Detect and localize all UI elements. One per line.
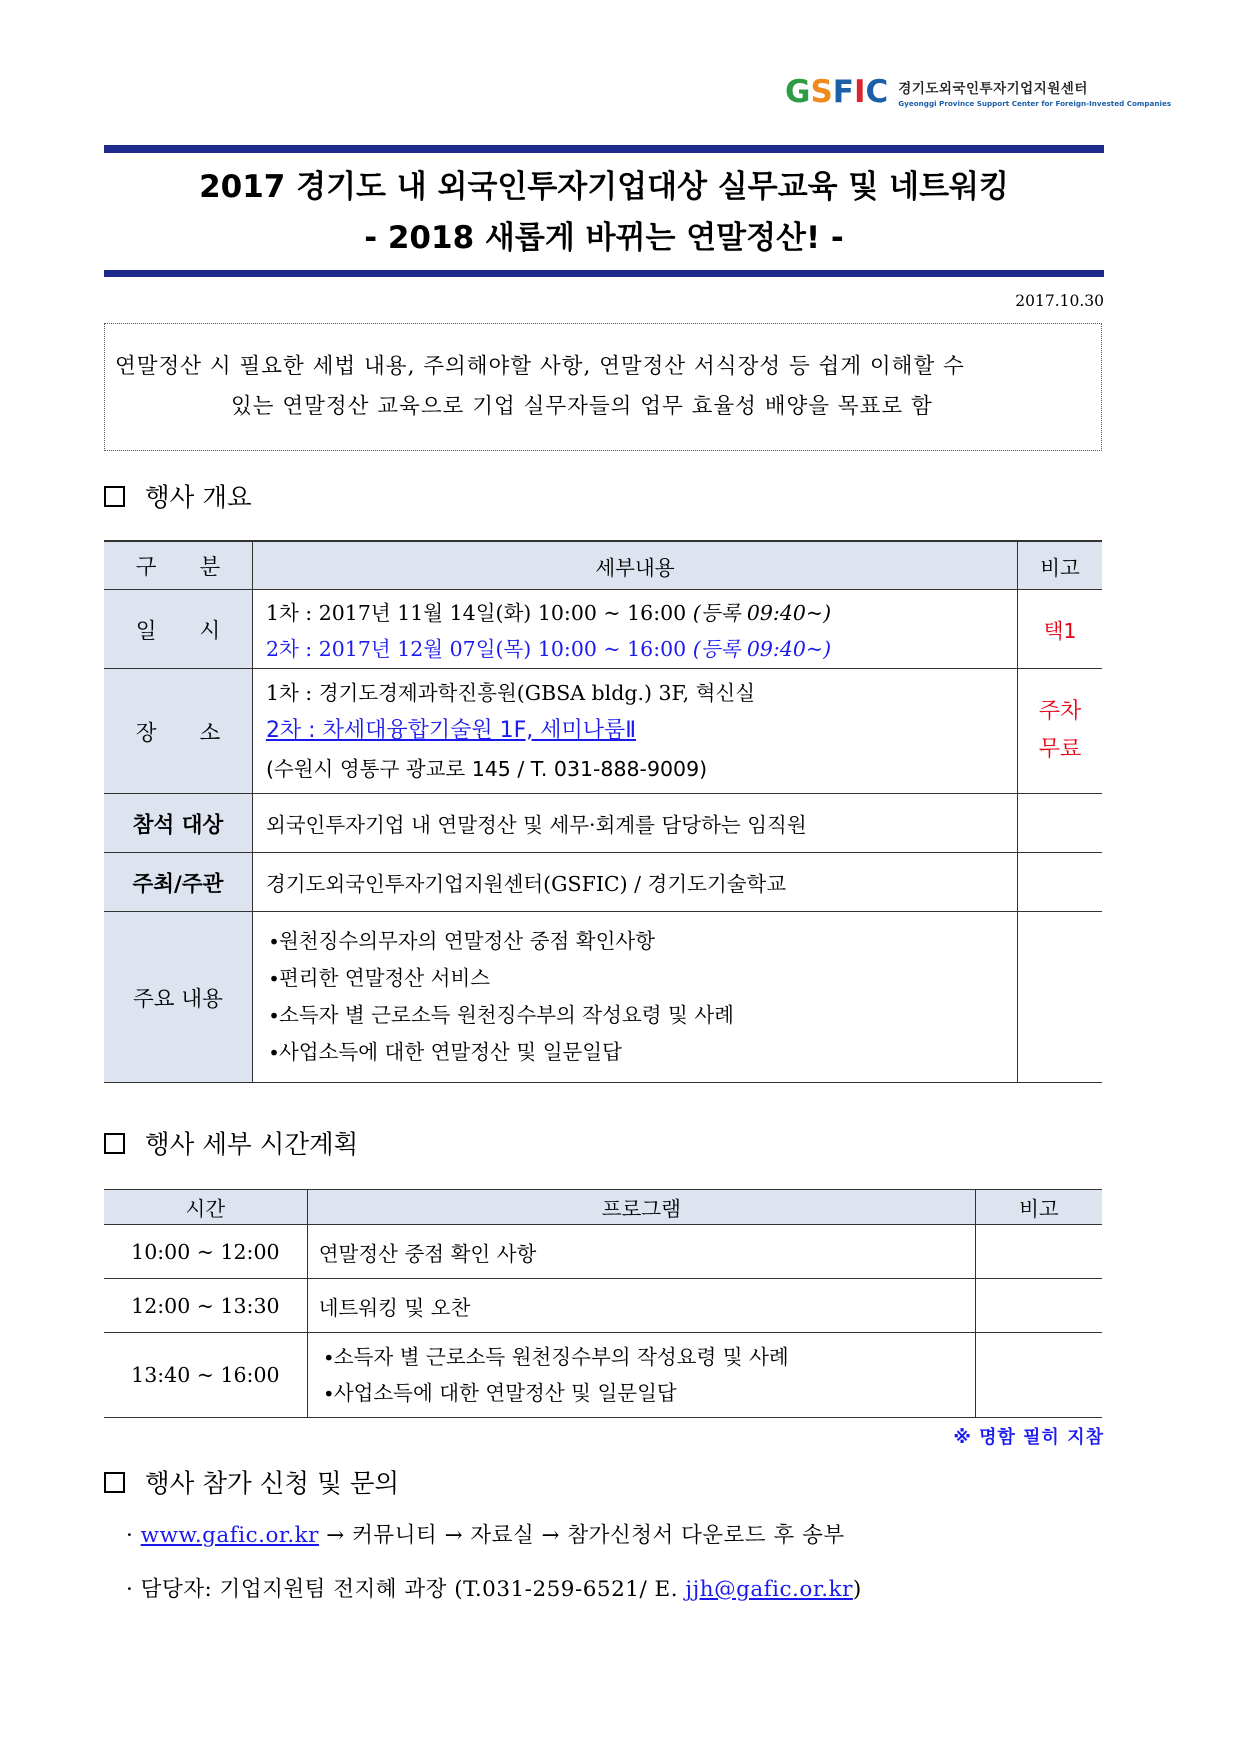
header-program: 프로그램 xyxy=(307,1190,975,1225)
checkbox-square-icon xyxy=(104,1472,125,1493)
logo-letter: C xyxy=(865,73,889,110)
content-list xyxy=(252,912,1017,1083)
venue-address: (수원시 영통구 광교로 145 / T. 031-888-9009) xyxy=(265,757,708,781)
application-steps: → 커뮤니티 → 자료실 → 참가신청서 다운로드 후 송부 xyxy=(318,1523,845,1548)
row-label-venue: 장 소 xyxy=(104,669,252,794)
email-link[interactable]: jjh@gafic.or.kr xyxy=(685,1577,853,1602)
datetime-note: 택1 xyxy=(1017,590,1102,669)
remark-cell xyxy=(975,1333,1102,1418)
venue-first: 1차 : 경기도경제과학진흥원(GBSA bldg.) 3F, 혁신실 xyxy=(265,681,756,705)
logo-letter: F xyxy=(832,73,854,110)
intro-line: 있는 연말정산 교육으로 기업 실무자들의 업무 효율성 배양을 목표로 함 xyxy=(231,394,933,419)
program-item: ∙사업소득에 대한 연말정산 및 일문일답 xyxy=(323,1381,677,1405)
contact-line xyxy=(126,1572,862,1603)
host-note xyxy=(1017,853,1102,912)
remark-cell xyxy=(975,1225,1102,1279)
content-note xyxy=(1017,912,1102,1083)
program-item: ∙소득자 별 근로소득 원천징수부의 작성요령 및 사례 xyxy=(323,1345,789,1369)
gsfic-logo xyxy=(785,72,1171,112)
row-label-host: 주최/주관 xyxy=(104,853,252,912)
table-row xyxy=(104,1333,1102,1418)
logo-korean-name: 경기도외국인투자기업지원센터 xyxy=(898,80,1088,97)
website-link[interactable]: www.gafic.or.kr xyxy=(140,1523,319,1548)
table-row xyxy=(104,1225,1102,1279)
venue-second: 2차 : 차세대융합기술원 1F, 세미나룸Ⅱ xyxy=(265,718,637,743)
schedule-table xyxy=(104,1189,1102,1418)
logo-letter: I xyxy=(853,73,866,110)
time-cell: 13:40 ~ 16:00 xyxy=(104,1333,307,1418)
intro-box xyxy=(104,323,1102,451)
contact-person: · 담당자: 기업지원팀 전지혜 과장 (T.031-259-6521/ E. xyxy=(126,1577,686,1602)
datetime-second-registration: (등록 09:40~) xyxy=(692,637,832,661)
parking-note-line: 무료 xyxy=(1038,737,1082,762)
program-cell xyxy=(307,1333,975,1418)
section-heading-text: 행사 개요 xyxy=(145,483,252,513)
datetime-second-text: 2차 : 2017년 12월 07일(목) 10:00 ~ 16:00 xyxy=(265,637,687,661)
bullet: · xyxy=(126,1523,141,1548)
section-heading-text: 행사 참가 신청 및 문의 xyxy=(145,1469,400,1499)
audience-note xyxy=(1017,794,1102,853)
datetime-second xyxy=(266,632,1017,662)
section-heading-schedule xyxy=(104,1125,358,1161)
page-title: 2017 경기도 내 외국인투자기업대상 실무교육 및 네트워킹 xyxy=(199,169,1009,205)
header-details: 세부내용 xyxy=(252,541,1017,590)
contact-suffix: ) xyxy=(852,1577,862,1602)
parking-note-line: 주차 xyxy=(1038,699,1082,724)
section-heading-overview xyxy=(104,478,252,514)
table-row xyxy=(104,1279,1102,1333)
row-label-content: 주요 내용 xyxy=(104,912,252,1083)
title-top-bar xyxy=(104,145,1104,153)
datetime-first-text: 1차 : 2017년 11월 14일(화) 10:00 ~ 16:00 xyxy=(265,601,687,625)
venue-note xyxy=(1017,669,1102,794)
venue-cell xyxy=(252,669,1017,794)
content-item: ∙소득자 별 근로소득 원천징수부의 작성요령 및 사례 xyxy=(268,1003,734,1027)
header-remark: 비고 xyxy=(975,1190,1102,1225)
title-bottom-bar xyxy=(104,270,1104,277)
host-value: 경기도외국인투자기업지원센터(GSFIC) / 경기도기술학교 xyxy=(252,853,1017,912)
header-category: 구 분 xyxy=(104,541,252,590)
content-item: ∙사업소득에 대한 연말정산 및 일문일답 xyxy=(268,1040,622,1064)
row-label-audience: 참석 대상 xyxy=(104,794,252,853)
logo-wordmark xyxy=(785,73,889,110)
program-cell: 네트워킹 및 오찬 xyxy=(307,1279,975,1333)
section-heading-application xyxy=(104,1464,399,1500)
datetime-first-registration: (등록 09:40~) xyxy=(692,601,832,625)
overview-table xyxy=(104,540,1102,1083)
content-item: ∙편리한 연말정산 서비스 xyxy=(268,966,491,990)
header-note: 비고 xyxy=(1017,541,1102,590)
content-item: ∙원천징수의무자의 연말정산 중점 확인사항 xyxy=(268,929,655,953)
header-time: 시간 xyxy=(104,1190,307,1225)
remark-cell xyxy=(975,1279,1102,1333)
logo-letter: S xyxy=(810,73,833,110)
datetime-cell xyxy=(252,590,1017,669)
audience-value: 외국인투자기업 내 연말정산 및 세무·회계를 담당하는 임직원 xyxy=(252,794,1017,853)
business-card-remark: ※ 명함 필히 지참 xyxy=(953,1427,1104,1448)
program-cell: 연말정산 중점 확인 사항 xyxy=(307,1225,975,1279)
datetime-first xyxy=(266,596,1017,626)
section-heading-text: 행사 세부 시간계획 xyxy=(145,1130,359,1160)
checkbox-square-icon xyxy=(104,1133,125,1154)
logo-english-name: Gyeonggi Province Support Center for Foreign-Invested Companies xyxy=(898,98,1172,108)
checkbox-square-icon xyxy=(104,486,125,507)
time-cell: 12:00 ~ 13:30 xyxy=(104,1279,307,1333)
document-date: 2017.10.30 xyxy=(1015,292,1104,310)
page-subtitle: - 2018 새롭게 바뀌는 연말정산! - xyxy=(364,220,844,256)
time-cell: 10:00 ~ 12:00 xyxy=(104,1225,307,1279)
logo-letter: G xyxy=(785,73,811,110)
row-label-datetime: 일 시 xyxy=(104,590,252,669)
application-line xyxy=(126,1518,845,1549)
intro-line: 연말정산 시 필요한 세법 내용, 주의해야할 사항, 연말정산 서식장성 등 쉽게 이해할 수 xyxy=(115,354,965,379)
